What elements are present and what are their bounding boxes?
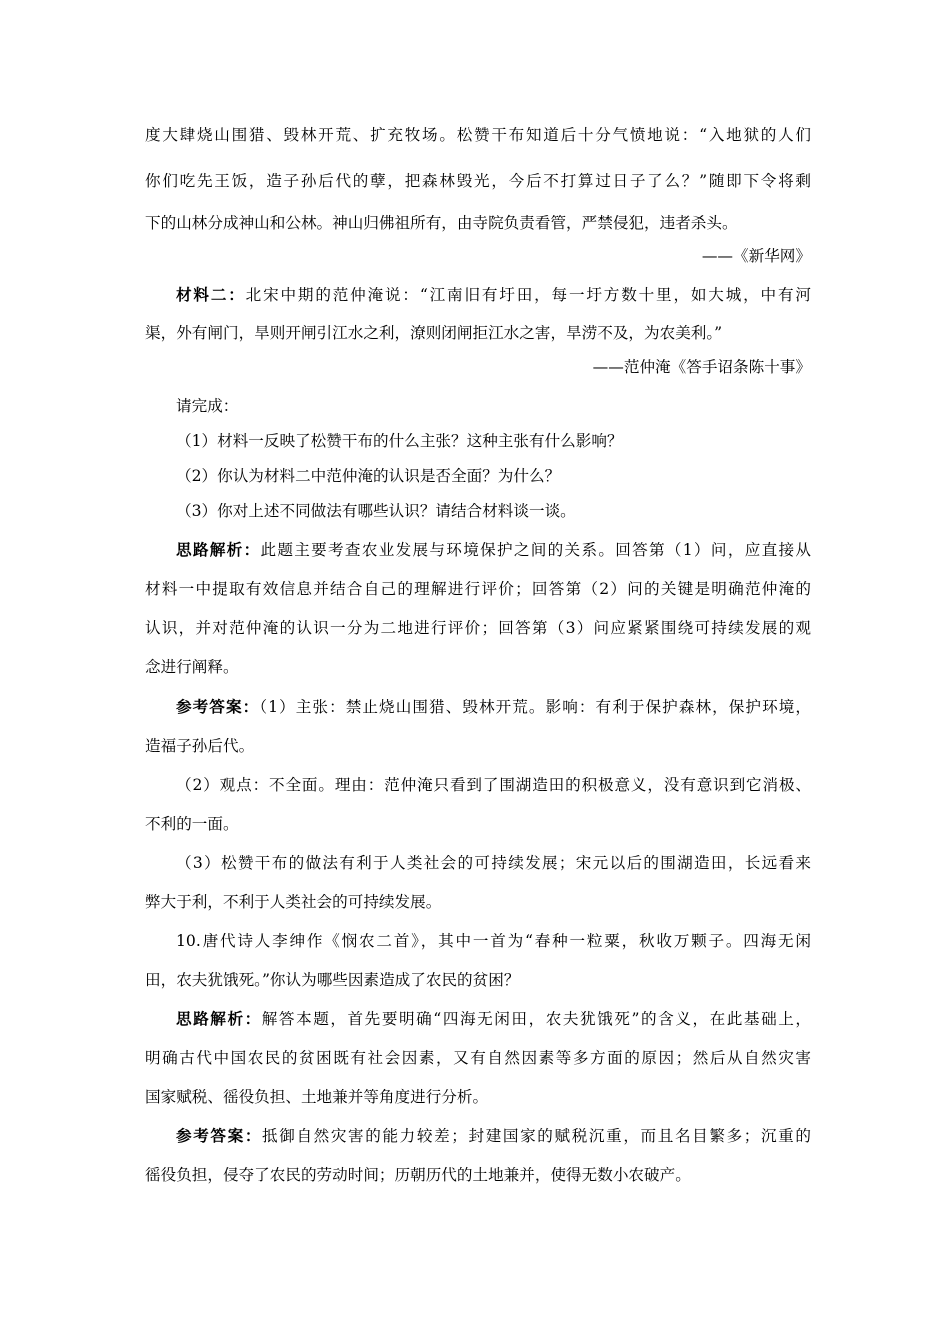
analysis2-line-1 (145, 1009, 811, 1029)
material1-line-3: 下的山林分成神山和公林。神山归佛祖所有，由寺院负责看管，严禁侵犯，违者杀头。 (145, 214, 738, 232)
answer2-line-2: 徭役负担，侵夺了农民的劳动时间；历朝历代的土地兼并，使得无数小农破产。 (145, 1166, 691, 1184)
answer1-line-1 (145, 697, 811, 717)
prompt-text: 请完成： (176, 397, 239, 415)
analysis2-text-1: 解答本题，首先要明确“四海无闲田，农夫犹饿死”的含义，在此基础上， (261, 1010, 811, 1028)
material2-text-1: 北宋中期的范仲淹说：“江南旧有圩田，每一圩方数十里，如大城，中有河 (245, 286, 811, 304)
answer1-line-6: 弊大于利，不利于人类社会的可持续发展。 (145, 893, 442, 911)
analysis2-line-3: 国家赋税、徭役负担、土地兼并等角度进行分析。 (145, 1088, 489, 1106)
question10-line-2: 田，农夫犹饿死。”你认为哪些因素造成了农民的贫困？ (145, 971, 520, 989)
question-2: （2）你认为材料二中范仲淹的认识是否全面？为什么？ (176, 467, 561, 485)
material1-source: ——《新华网》 (701, 247, 811, 265)
answer1-line-5: （3）松赞干布的做法有利于人类社会的可持续发展；宋元以后的围湖造田，长远看来 (176, 854, 811, 872)
analysis1-label: 思路解析： (176, 540, 261, 559)
answer1-line-3: （2）观点：不全面。理由：范仲淹只看到了围湖造田的积极意义，没有意识到它消极、 (176, 776, 811, 794)
material2-source: ——范仲淹《答手诏条陈十事》 (592, 358, 811, 376)
material1-line-2: 你们吃先王饭，造子孙后代的孽，把森林毁光，今后不打算过日子了么？”随即下令将剩 (145, 172, 811, 190)
question-3: （3）你对上述不同做法有哪些认识？请结合材料谈一谈。 (176, 502, 576, 520)
answer1-line-2: 造福子孙后代。 (145, 737, 255, 755)
analysis1-line-3: 认识，并对范仲淹的认识一分为二地进行评价；回答第（3）问应紧紧围绕可持续发展的观 (145, 619, 811, 637)
analysis1-text-1: 此题主要考查农业发展与环境保护之间的关系。回答第（1）问，应直接从 (260, 541, 811, 559)
answer2-label: 参考答案： (176, 1126, 263, 1145)
question-1: （1）材料一反映了松赞干布的什么主张？这种主张有什么影响？ (176, 432, 623, 450)
answer1-text-1: （1）主张：禁止烧山围猎、毁林开荒。影响：有利于保护森林，保护环境， (259, 698, 811, 716)
answer2-line-1 (145, 1126, 811, 1146)
answer1-line-4: 不利的一面。 (145, 815, 239, 833)
analysis1-line-2: 材料一中提取有效信息并结合自己的理解进行评价；回答第（2）问的关键是明确范仲淹的 (145, 580, 811, 598)
material2-line-2: 渠，外有闸门，旱则开闸引江水之利，潦则闭闸拒江水之害，旱涝不及，为农美利。” (145, 324, 723, 342)
analysis2-label: 思路解析： (176, 1009, 262, 1028)
material1-line-1: 度大肆烧山围猎、毁林开荒、扩充牧场。松赞干布知道后十分气愤地说：“入地狱的人们 (145, 126, 811, 144)
material2-label: 材料二： (176, 285, 246, 304)
analysis1-line-4: 念进行阐释。 (145, 658, 239, 676)
analysis1-line-1 (145, 540, 811, 560)
answer1-label: 参考答案： (176, 697, 260, 716)
material2-line-1 (145, 285, 811, 305)
answer2-text-1: 抵御自然灾害的能力较差；封建国家的赋税沉重，而且名目繁多；沉重的 (262, 1127, 811, 1145)
analysis2-line-2: 明确古代中国农民的贫困既有社会因素，又有自然因素等多方面的原因；然后从自然灾害 (145, 1049, 811, 1067)
question10-line-1: 10.唐代诗人李绅作《悯农二首》，其中一首为“春种一粒粟，秋收万颗子。四海无闲 (176, 932, 811, 950)
